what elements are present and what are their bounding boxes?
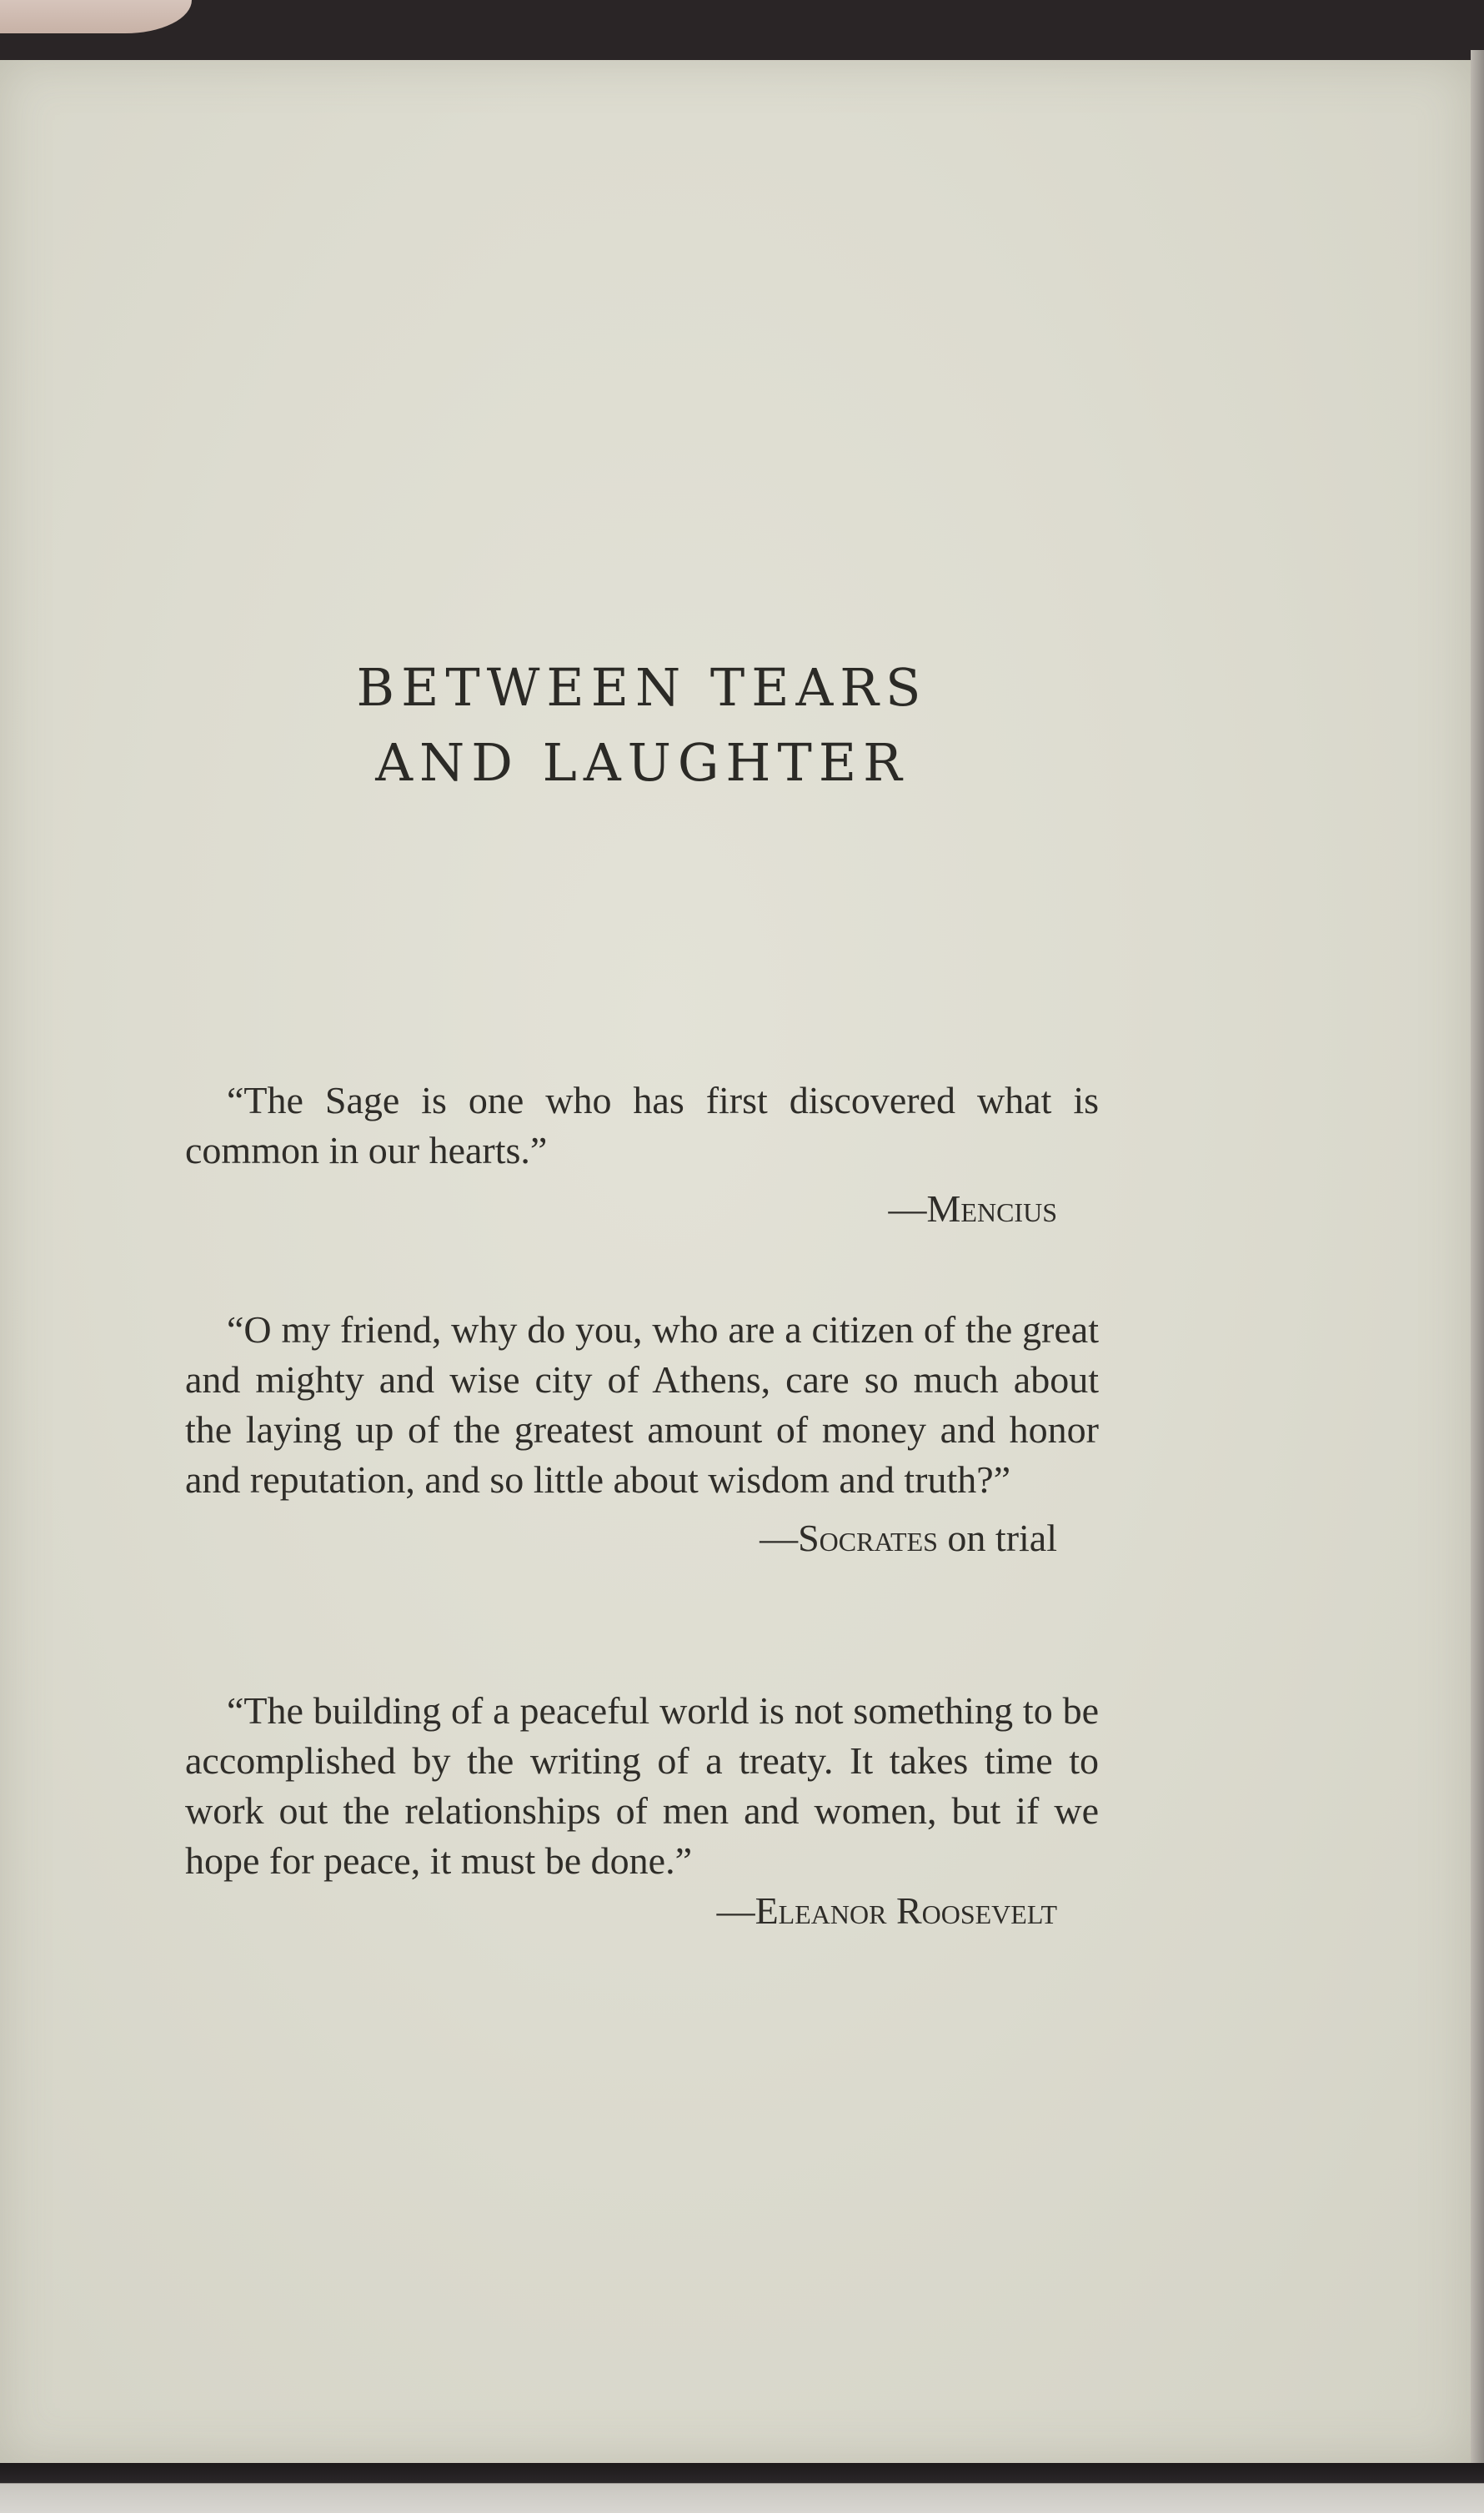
author-name: Eleanor Roosevelt <box>755 1889 1057 1932</box>
author-name: Mencius <box>926 1187 1057 1230</box>
title-line-1: BETWEEN TEARS <box>356 657 928 718</box>
quote-attribution <box>185 1513 1057 1563</box>
title-line-2: AND LAUGHTER <box>375 732 909 793</box>
quote-attribution <box>185 1184 1057 1234</box>
quote-mencius <box>185 1076 1099 1234</box>
attribution-dash: — <box>716 1889 755 1932</box>
quote-socrates <box>185 1305 1099 1563</box>
attribution-suffix: on trial <box>937 1517 1057 1559</box>
quote-attribution <box>185 1886 1057 1936</box>
background-corner <box>0 0 192 33</box>
author-name: Socrates <box>798 1517 938 1559</box>
quote-text: “The Sage is one who has first discovered what is common in our hearts.” <box>185 1079 1099 1171</box>
bottom-background <box>0 2463 1484 2513</box>
book-page <box>0 60 1471 2463</box>
attribution-dash: — <box>888 1187 927 1230</box>
page-title <box>350 650 934 800</box>
attribution-dash: — <box>760 1517 799 1559</box>
quote-text: “O my friend, why do you, who are a citizen of the great and mighty and wise city of Athens, care so much about the laying up of the greatest amount of money and honor and reputation, and so little about wisdom and truth?” <box>185 1308 1099 1501</box>
page-edge <box>1471 50 1484 2468</box>
quote-roosevelt <box>185 1686 1099 1936</box>
quote-text: “The building of a peaceful world is not something to be accomplished by the writing of a treaty. It takes time to work out the relationships of men and women, but if we hope for peace, it must be done.” <box>185 1689 1099 1882</box>
